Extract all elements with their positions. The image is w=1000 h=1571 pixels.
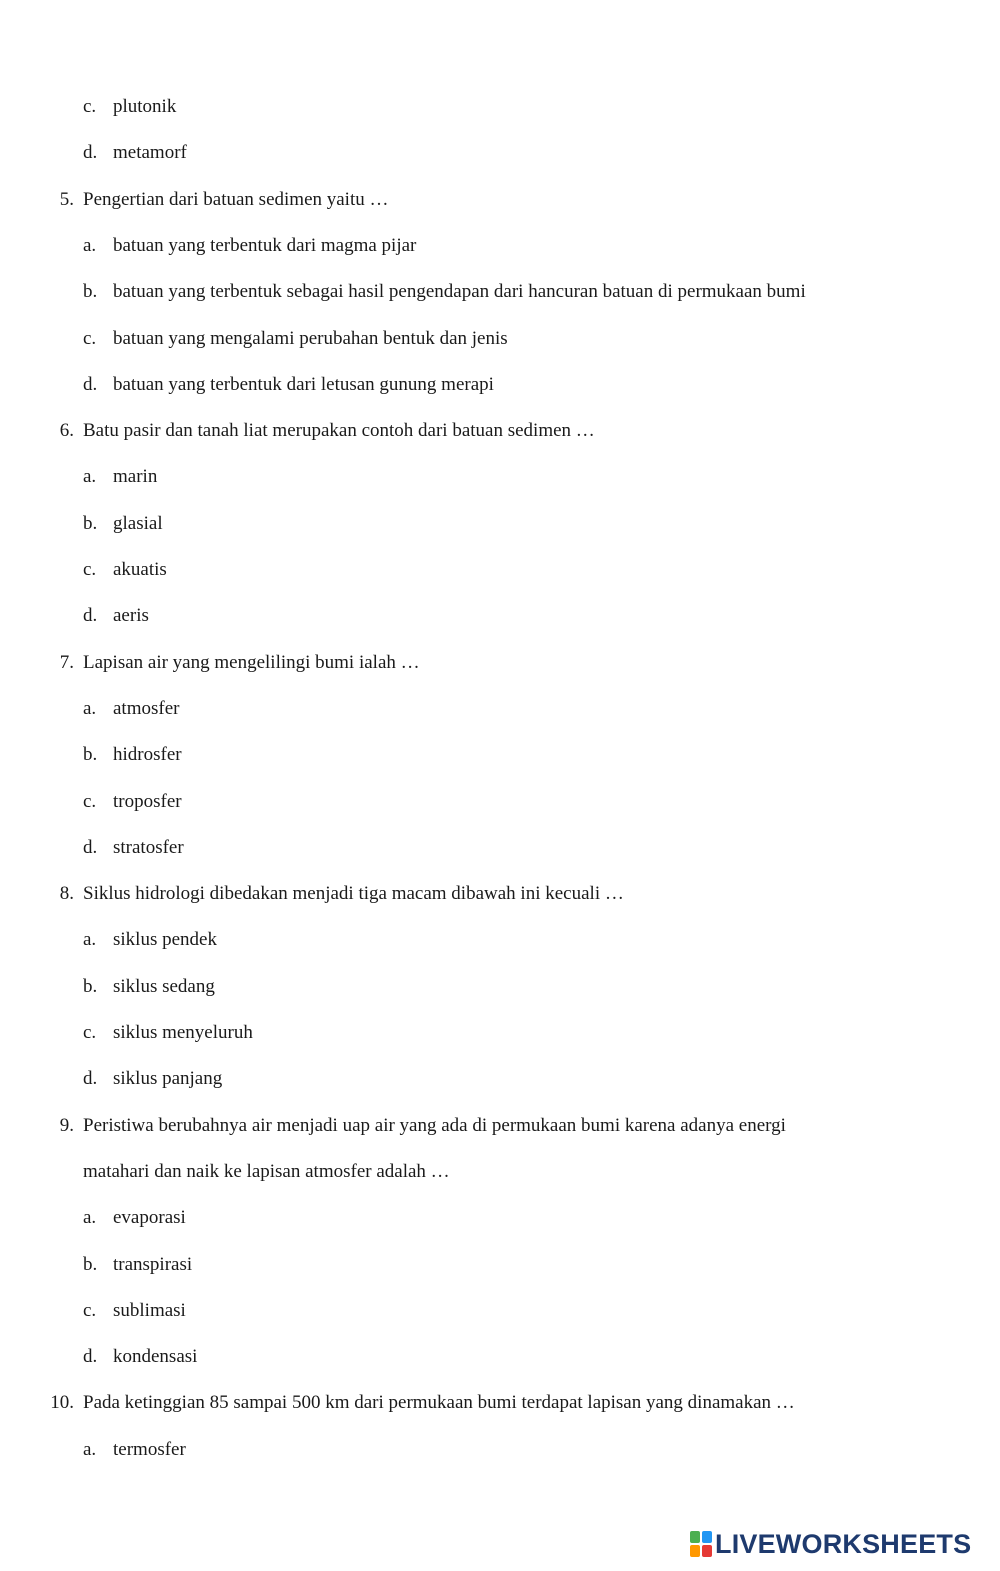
option-letter: d. <box>83 605 98 627</box>
question-number: 5. <box>59 188 74 210</box>
option-letter: d. <box>83 1068 98 1090</box>
option-text: marin <box>113 466 158 488</box>
option-letter: c. <box>83 96 97 117</box>
option-text: siklus menyeluruh <box>113 1022 253 1043</box>
option-text: siklus panjang <box>113 1068 223 1090</box>
option-text: batuan yang mengalami perubahan bentuk dan jenis <box>113 327 508 349</box>
question-text: Siklus hidrologi dibedakan menjadi tiga macam dibawah ini kecuali … <box>83 883 624 905</box>
option-letter: d. <box>83 836 98 858</box>
option-letter: b. <box>83 1253 98 1275</box>
logo-tile-green <box>690 1531 700 1543</box>
logo-tile-red <box>702 1545 712 1557</box>
option-letter: a. <box>83 697 97 719</box>
option-letter: d. <box>83 142 98 164</box>
question-number: 10. <box>50 1392 74 1414</box>
option-text: plutonik <box>113 96 177 117</box>
question-number: 9. <box>59 1114 74 1136</box>
option-letter: d. <box>83 373 98 395</box>
option-letter: a. <box>83 929 97 951</box>
option-letter: b. <box>83 744 98 766</box>
option-text: sublimasi <box>113 1299 186 1321</box>
option-text: akuatis <box>113 559 167 580</box>
question-text: Pada ketinggian 85 sampai 500 km dari permukaan bumi terdapat lapisan yang dinamakan … <box>83 1392 795 1414</box>
option-text: atmosfer <box>113 697 180 719</box>
question-text: Batu pasir dan tanah liat merupakan contoh dari batuan sedimen … <box>83 420 595 442</box>
option-text: transpirasi <box>113 1253 193 1275</box>
question-number: 6. <box>59 420 74 442</box>
question-number: 8. <box>59 883 74 905</box>
option-letter: b. <box>83 512 98 534</box>
logo-tile-blue <box>702 1531 712 1543</box>
option-letter: d. <box>83 1346 98 1368</box>
option-text: batuan yang terbentuk dari letusan gunung merapi <box>113 373 494 395</box>
option-letter: a. <box>83 1207 97 1229</box>
option-text: batuan yang terbentuk sebagai hasil pengendapan dari hancuran batuan di permukaan bumi <box>113 281 806 303</box>
option-letter: c. <box>83 559 97 580</box>
liveworksheets-wordmark: LIVEWORKSHEETS <box>715 1528 972 1559</box>
option-letter: c. <box>83 327 97 349</box>
option-letter: a. <box>83 1438 97 1460</box>
option-text: kondensasi <box>113 1346 198 1368</box>
option-text: aeris <box>113 605 149 627</box>
option-letter: b. <box>83 975 98 997</box>
option-text: hidrosfer <box>113 744 182 766</box>
option-text: siklus sedang <box>113 975 215 997</box>
liveworksheets-logo[interactable] <box>690 1527 971 1561</box>
question-text: Lapisan air yang mengelilingi bumi ialah … <box>83 651 420 673</box>
option-text: evaporasi <box>113 1207 186 1229</box>
liveworksheets-icon <box>690 1531 712 1557</box>
option-letter: c. <box>83 790 97 812</box>
logo-tile-orange <box>690 1545 700 1557</box>
option-text: glasial <box>113 512 163 534</box>
question-text: Peristiwa berubahnya air menjadi uap air yang ada di permukaan bumi karena adanya energi <box>83 1114 786 1136</box>
option-letter: c. <box>83 1022 97 1043</box>
option-text: termosfer <box>113 1438 186 1460</box>
option-text: stratosfer <box>113 836 184 858</box>
option-text: batuan yang terbentuk dari magma pijar <box>113 234 417 256</box>
question-number: 7. <box>59 651 74 673</box>
question-text: matahari dan naik ke lapisan atmosfer adalah … <box>83 1160 450 1182</box>
option-letter: a. <box>83 234 97 256</box>
option-text: troposfer <box>113 790 182 812</box>
option-letter: a. <box>83 466 97 488</box>
question-text: Pengertian dari batuan sedimen yaitu … <box>83 188 389 210</box>
option-text: siklus pendek <box>113 929 217 951</box>
option-letter: b. <box>83 281 98 303</box>
option-text: metamorf <box>113 142 187 164</box>
option-letter: c. <box>83 1299 97 1321</box>
